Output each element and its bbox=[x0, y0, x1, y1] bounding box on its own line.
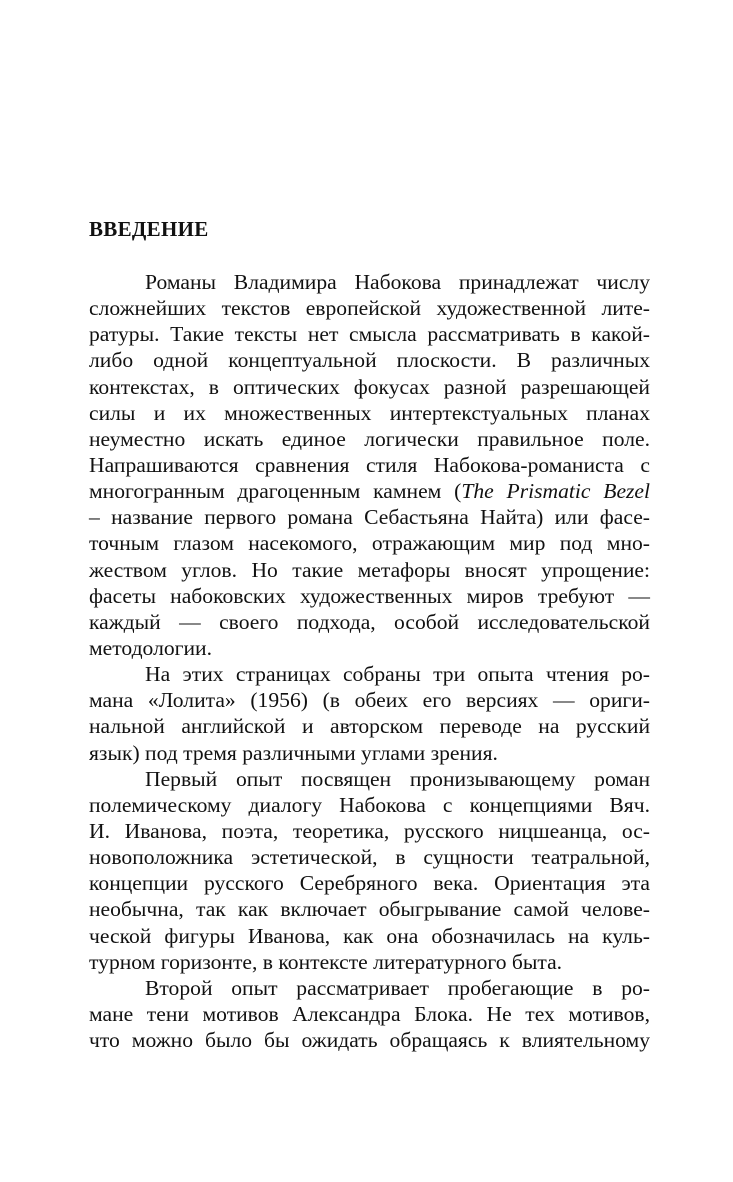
text-line: полемическому диалогу Набокова с концепциями Вяч. bbox=[89, 792, 650, 817]
text-line: методологии. bbox=[89, 635, 213, 660]
text-line: Первый опыт посвящен пронизывающему роман bbox=[145, 766, 650, 791]
text-line: что можно было бы ожидать обращаясь к влиятельному bbox=[89, 1028, 650, 1053]
text-line: неуместно искать единое логически правильное поле. bbox=[89, 426, 650, 451]
text-line: либо одной концептуальной плоскости. В различных bbox=[89, 348, 650, 373]
text-line: новоположника эстетической, в сущности театральной, bbox=[89, 845, 650, 870]
paragraph-3 bbox=[89, 766, 650, 975]
page-content bbox=[89, 215, 650, 1053]
text-line: фасеты набоковских художественных миров требуют — bbox=[89, 583, 650, 608]
italic-book-title: The Prismatic Bezel bbox=[461, 479, 651, 504]
text-line: силы и их множественных интертекстуальных планах bbox=[89, 400, 650, 425]
text-line: На этих страницах собраны три опыта чтения ро- bbox=[145, 662, 650, 687]
text-line: Напрашиваются сравнения стиля Набокова-романиста с bbox=[89, 452, 650, 477]
section-heading: ВВЕДЕНИЕ bbox=[89, 217, 209, 241]
text-line: жеством углов. Но такие метафоры вносят упрощение: bbox=[89, 557, 650, 582]
paragraph-1 bbox=[89, 269, 650, 661]
text-line: мана «Лолита» (1956) (в обеих его версиях — ориги- bbox=[89, 688, 650, 713]
text-line: контекстах, в оптических фокусах разной разрешающей bbox=[89, 374, 650, 399]
text-line: ческой фигуры Иванова, как она обозначилась на куль- bbox=[89, 923, 650, 948]
text-line: ратуры. Такие тексты нет смысла рассматривать в какой- bbox=[89, 322, 650, 347]
text-line: точным глазом насекомого, отражающим мир под мно- bbox=[89, 531, 650, 556]
text-fragment: многогранным драгоценным камнем ( bbox=[89, 479, 462, 504]
text-line: сложнейших текстов европейской художественной лите- bbox=[89, 296, 650, 321]
text-line: мане тени мотивов Александра Блока. Не тех мотивов, bbox=[89, 1001, 650, 1026]
text-line: нальной английской и авторском переводе на русский bbox=[89, 714, 650, 739]
text-line: Второй опыт рассматривает пробегающие в ро- bbox=[145, 975, 650, 1000]
text-line: концепции русского Серебряного века. Ориентация эта bbox=[89, 871, 650, 896]
text-line: необычна, так как включает обыгрывание самой челове- bbox=[89, 897, 650, 922]
paragraph-2 bbox=[89, 661, 650, 766]
text-line: И. Иванова, поэта, теоретика, русского ницшеанца, ос- bbox=[89, 818, 650, 843]
text-line: Романы Владимира Набокова принадлежат числу bbox=[145, 270, 650, 294]
text-line: каждый — своего подхода, особой исследовательской bbox=[89, 609, 650, 634]
text-line-with-title bbox=[89, 478, 650, 504]
text-line: – название первого романа Себастьяна Найта) или фасе- bbox=[89, 505, 650, 530]
paragraph-4 bbox=[89, 975, 650, 1053]
text-line: язык) под тремя различными углами зрения. bbox=[89, 740, 498, 765]
text-line: турном горизонте, в контексте литературного быта. bbox=[89, 949, 563, 974]
